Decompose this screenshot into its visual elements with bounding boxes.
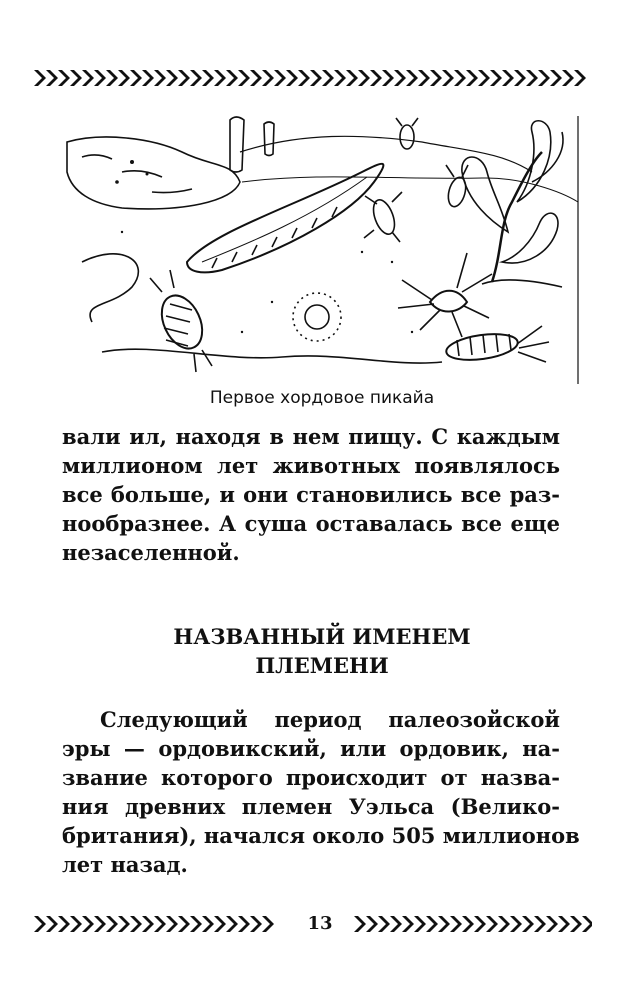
ornament-chevron — [490, 70, 502, 86]
ornament-chevron — [562, 70, 574, 86]
text-line: звание которого происходит от назва- — [62, 765, 560, 790]
ornament-chevron — [570, 916, 582, 932]
text-line: лет назад. — [62, 852, 188, 877]
ornament-chevron — [142, 916, 154, 932]
ornament-chevron — [178, 916, 190, 932]
text-line: британия), начался около 505 миллионов — [62, 823, 580, 848]
ornament-chevron — [286, 70, 298, 86]
ornament-chevron — [514, 70, 526, 86]
ornament-chevron — [466, 70, 478, 86]
ornament-chevron — [394, 70, 406, 86]
ornament-chevron — [190, 916, 202, 932]
ornament-chevron — [474, 916, 486, 932]
ornament-chevron — [498, 916, 510, 932]
ornament-chevron — [366, 916, 378, 932]
ornament-chevron — [430, 70, 442, 86]
ornament-chevron — [486, 916, 498, 932]
ornament-chevron — [46, 916, 58, 932]
ornament-chevron — [406, 70, 418, 86]
ornament-chevron — [58, 916, 70, 932]
ornament-chevron — [534, 916, 546, 932]
ornament-chevron — [334, 70, 346, 86]
ornament-chevron — [298, 70, 310, 86]
ornament-chevron — [546, 916, 558, 932]
ornament-chevron — [510, 916, 522, 932]
section-heading-line-1: НАЗВАННЫЙ ИМЕНЕМ — [173, 624, 471, 649]
ornament-chevron — [34, 70, 46, 86]
ornament-chevron — [250, 916, 262, 932]
ornament-chevron — [262, 916, 274, 932]
ornament-chevron — [426, 916, 438, 932]
ornament-chevron — [166, 70, 178, 86]
ornament-chevron — [94, 916, 106, 932]
ornament-chevron — [202, 916, 214, 932]
ornament-chevron — [502, 70, 514, 86]
ornament-chevron — [154, 70, 166, 86]
ornament-chevron — [46, 70, 58, 86]
text-line: все больше, и они становились все раз- — [62, 482, 560, 507]
figure-caption: Первое хордовое пикайа — [209, 388, 435, 408]
ornament-chevron — [250, 70, 262, 86]
ornament-chevron — [358, 70, 370, 86]
ornament-chevron — [454, 70, 466, 86]
ornament-chevron — [538, 70, 550, 86]
ornament-chevron — [354, 916, 366, 932]
ornament-chevron — [238, 916, 250, 932]
ornament-chevron — [34, 916, 46, 932]
text-line: эры — ордовикский, или ордовик, на- — [62, 736, 560, 761]
ornament-chevron — [310, 70, 322, 86]
text-line: ния древних племен Уэльса (Велико- — [62, 794, 560, 819]
ornament-chevron — [82, 70, 94, 86]
text-line: миллионом лет животных появлялось — [62, 453, 560, 478]
ornament-chevron — [70, 70, 82, 86]
ornament-chevron — [82, 916, 94, 932]
paragraph-1 — [62, 422, 560, 567]
prehistoric-sea-life-illustration — [62, 112, 582, 384]
text-line: Следующий период палеозойской — [100, 707, 560, 732]
ornament-chevron — [438, 916, 450, 932]
ornament-chevron — [166, 916, 178, 932]
ornament-chevron — [462, 916, 474, 932]
ornament-chevron — [226, 70, 238, 86]
ornament-chevron — [214, 70, 226, 86]
text-line: незаселенной. — [62, 540, 240, 565]
ornament-chevron — [346, 70, 358, 86]
ornament-chevron — [574, 70, 586, 86]
ornament-chevron — [322, 70, 334, 86]
ornament-chevron — [118, 70, 130, 86]
ornament-chevron — [550, 70, 562, 86]
ornament-chevron — [214, 916, 226, 932]
section-heading-line-2: ПЛЕМЕНИ — [255, 653, 389, 678]
ornament-chevron — [402, 916, 414, 932]
section-heading — [0, 622, 644, 680]
ornament-chevron — [378, 916, 390, 932]
ornament-chevron — [450, 916, 462, 932]
ornament-chevron — [190, 70, 202, 86]
ornament-chevron — [582, 916, 592, 932]
ornament-bottom-left — [30, 912, 280, 936]
ornament-chevron — [442, 70, 454, 86]
ornament-chevron — [478, 70, 490, 86]
ornament-bottom-right — [350, 912, 592, 936]
ornament-chevron — [106, 70, 118, 86]
ornament-top — [30, 66, 592, 90]
paragraph-2 — [62, 705, 580, 879]
ornament-chevron — [118, 916, 130, 932]
ornament-chevron — [142, 70, 154, 86]
ornament-chevron — [238, 70, 250, 86]
ornament-chevron — [226, 916, 238, 932]
ornament-chevron — [390, 916, 402, 932]
ornament-chevron — [94, 70, 106, 86]
ornament-chevron — [370, 70, 382, 86]
ornament-chevron — [106, 916, 118, 932]
ornament-chevron — [262, 70, 274, 86]
ornament-chevron — [130, 916, 142, 932]
ornament-chevron — [414, 916, 426, 932]
ornament-chevron — [58, 70, 70, 86]
ornament-chevron — [202, 70, 214, 86]
ornament-chevron — [526, 70, 538, 86]
ornament-chevron — [154, 916, 166, 932]
ornament-chevron — [418, 70, 430, 86]
ornament-chevron — [178, 70, 190, 86]
ornament-chevron — [130, 70, 142, 86]
ornament-chevron — [70, 916, 82, 932]
ornament-chevron — [274, 70, 286, 86]
ornament-chevron — [522, 916, 534, 932]
text-line: вали ил, находя в нем пищу. С каждым — [62, 424, 560, 449]
text-line: нообразнее. А суша оставалась все еще — [62, 511, 560, 536]
ornament-chevron — [382, 70, 394, 86]
ornament-chevron — [558, 916, 570, 932]
page-number: 13 — [307, 913, 333, 934]
